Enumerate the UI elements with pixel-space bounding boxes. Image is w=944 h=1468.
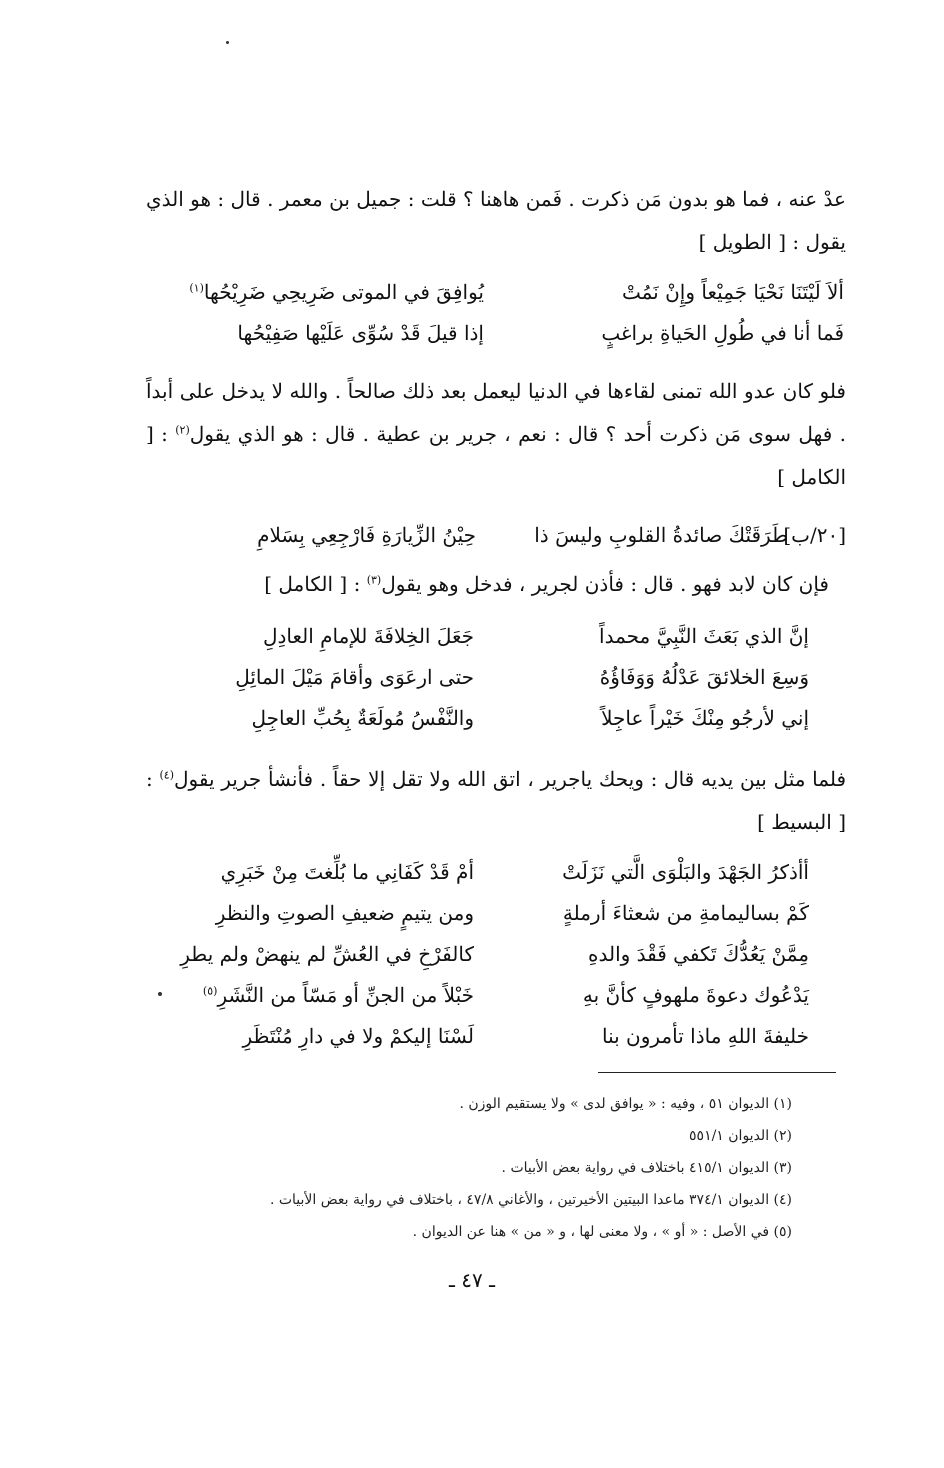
verse-line xyxy=(139,975,809,1016)
paragraph-4-text xyxy=(146,758,846,844)
verse-line xyxy=(139,657,809,698)
verse-ajuz: حِيْنُ الزِّيارَةِ فَارْجِعِي بِسَلامِ xyxy=(257,523,476,547)
verse-line xyxy=(144,272,844,313)
footnote-1: (١) الديوان ٥١ ، وفيه : « يوافق لدى » ولا يستقيم الوزن . xyxy=(459,1096,792,1112)
verse-ajuz: والنَّفْسُ مُولَعَةٌ بِحُبِّ العاجِلِ xyxy=(251,706,474,730)
meter-label: : [ الكامل ] xyxy=(264,572,361,596)
verse-ajuz: إذا قيلَ قَدْ سُوِّى عَلَيْها صَفِيْحُها xyxy=(237,321,484,345)
verse-folio xyxy=(136,515,846,556)
paragraph-4 xyxy=(146,758,846,844)
verse-sadr: إني لأرجُو مِنْكَ خَيْراً عاجِلاً xyxy=(601,706,809,730)
paragraph-2-body: فلو كان عدو الله تمنى لقاءها في الدنيا ليعمل بعد ذلك صالحاً . والله لا يدخل على أبداً . فهل سوى مَن ذكرت أحد ؟ قال : نعم ، جرير بن عطية . قال : هو الذي يقول xyxy=(146,379,846,446)
verse-ajuz: حتى ارعَوَى وأقامَ مَيْلَ المائِلِ xyxy=(235,665,474,689)
footnote-divider xyxy=(598,1072,836,1073)
folio-reference: [٢٠/ب] xyxy=(783,523,846,547)
verse-ajuz-text: يُوافِقَ في الموتى ضَرِيحِي ضَرِيْحُها xyxy=(203,280,484,304)
verse-line xyxy=(139,893,809,934)
verse-sadr: خليفةَ اللهِ ماذا تأمرون بنا xyxy=(601,1024,809,1048)
scan-speck xyxy=(226,41,229,44)
verse-ajuz: ومن يتيمٍ ضعيفِ الصوتِ والنظرِ xyxy=(215,901,474,925)
verse-line xyxy=(139,852,809,893)
verse-line xyxy=(139,616,809,657)
verse-line xyxy=(139,934,809,975)
footnote-mark-3: (٣) xyxy=(366,573,382,587)
footnote-4: (٤) الديوان ٣٧٤/١ ماعدا البيتين الأخيرتين ، والأغاني ٤٧/٨ ، باختلاف في رواية بعض الأبيات . xyxy=(269,1192,792,1208)
verse-sadr: كَمْ بساليمامةِ من شعثاءَ أرملةٍ xyxy=(562,901,809,925)
verse-line xyxy=(139,698,809,739)
verse-ajuz: أمْ قَدْ كَفَانِي ما بُلِّغتَ مِنْ خَبَرِي xyxy=(220,860,474,884)
verses-jarir-1 xyxy=(139,616,809,739)
page-number: ـ ٤٧ ـ xyxy=(449,1268,495,1292)
verse-ajuz: جَعَلَ الخِلافَةَ للإمامِ العادِلِ xyxy=(262,624,474,648)
verse-sadr: وَسِعَ الخلائقَ عَدْلُهُ وَوَفَاؤُهُ xyxy=(599,665,809,689)
verse-sadr: أأذكرُ الجَهْدَ والبَلْوَى الَّتي نَزَلَتْ xyxy=(562,860,809,884)
verse-sadr: ألاَ لَيْتَنَا نَحْيَا جَمِيْعاً وإِنْ نَمُتْ xyxy=(621,280,844,304)
verse-ajuz-text: خَبْلاً من الجنِّ أو مَسّاً من النَّشَرِ xyxy=(217,983,474,1007)
verses-jarir-2 xyxy=(139,852,809,1057)
verse-line xyxy=(136,515,846,556)
verse-sadr: إنَّ الذي بَعَثَ النَّبِيَّ محمداً xyxy=(599,624,809,648)
paragraph-3 xyxy=(129,563,829,606)
meter-label: : [ الكامل ] xyxy=(146,422,846,489)
paragraph-1 xyxy=(146,178,846,264)
verse-ajuz: لَسْنَا إليكمْ ولا في دارِ مُنْتَظَرِ xyxy=(242,1024,474,1048)
paragraph-2 xyxy=(146,370,846,499)
footnotes xyxy=(152,1088,792,1248)
verse-sadr: طَرَقَتْكَ صائدةُ القلوبِ وليسَ ذا xyxy=(534,523,788,547)
paragraph-2-text xyxy=(146,370,846,499)
verses-jamil xyxy=(144,272,844,354)
paragraph-3-body: فإن كان لابد فهو . قال : فأذن لجرير ، فدخل وهو يقول xyxy=(381,572,829,596)
footnote-3: (٣) الديوان ٤١٥/١ باختلاف في رواية بعض الأبيات . xyxy=(501,1160,792,1176)
verse-sadr: يَدْعُوك دعوةَ ملهوفٍ كأنَّ بهِ xyxy=(582,983,809,1007)
verse-sadr: فَما أنا في طُولِ الحَياةِ براغبٍ xyxy=(601,321,844,345)
paragraph-1-text: عدْ عنه ، فما هو بدون مَن ذكرت . فَمن هاهنا ؟ قلت : جميل بن معمر . قال : هو الذي يقول : [ الطويل ] xyxy=(146,187,846,254)
scan-speck xyxy=(158,992,162,996)
verse-sadr: مِمَّنْ يَعُدُّكَ تَكفي فَقْدَ والدهِ xyxy=(588,942,809,966)
paragraph-3-text xyxy=(129,563,829,606)
footnote-mark-4: (٤) xyxy=(159,768,174,782)
verse-ajuz xyxy=(144,272,484,313)
footnote-mark-1: (١) xyxy=(189,281,204,295)
footnote-mark-5: (٥) xyxy=(202,984,218,998)
paragraph-4-body: فلما مثل بين يديه قال : ويحك ياجرير ، اتق الله ولا تقل إلا حقاً . فأنشأ جرير يقول xyxy=(173,767,846,791)
meter-label: : [ البسيط ] xyxy=(146,767,846,834)
verse-line xyxy=(139,1016,809,1057)
verse-ajuz xyxy=(134,975,474,1016)
footnote-mark-2: (٢) xyxy=(175,423,190,437)
verse-line xyxy=(144,313,844,354)
footnote-2: (٢) الديوان ٥٥١/١ xyxy=(689,1128,792,1144)
verse-ajuz: كالفَرْخِ في العُشِّ لم ينهضْ ولم يطرِ xyxy=(180,942,474,966)
footnote-5: (٥) في الأصل : « أو » ، ولا معنى لها ، و « من » هنا عن الديوان . xyxy=(412,1224,792,1240)
